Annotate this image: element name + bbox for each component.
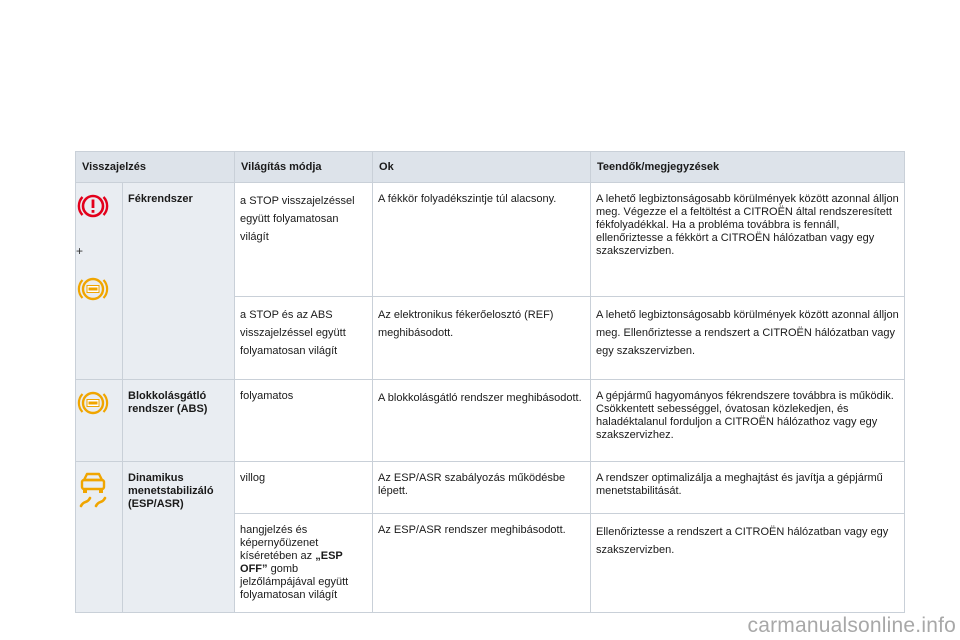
esp-off-button-label: „ESP OFF” xyxy=(240,550,343,575)
esp-b-mode xyxy=(235,514,373,613)
esp-b-mode-prefix: hangjelzés és képernyőüzenet kíséretében az xyxy=(240,524,319,562)
table-header-row xyxy=(76,152,905,183)
brake-a-action: A lehető legbiztonságosabb körülmények között azonnal álljon meg. Végezze el a feltöltést a CITROËN által rendszeresített fékfolyadékkal. Ha a probléma továbbra is fennáll, ellenőriztesse a fékkört a CITROËN hálózatban vagy egy szakszervizben. xyxy=(591,183,905,297)
warning-lights-table xyxy=(75,151,905,613)
brake-system-name: Fékrendszer xyxy=(123,183,235,380)
table-row-esp-a xyxy=(76,462,905,514)
esp-icon-cell xyxy=(76,462,123,613)
esp-a-mode: villog xyxy=(235,462,373,514)
abs-mode: folyamatos xyxy=(235,380,373,462)
brake-warning-icon xyxy=(76,191,110,225)
abs-icon xyxy=(76,274,110,308)
brake-a-cause: A fékkör folyadékszintje túl alacsony. xyxy=(373,183,591,297)
esp-skid-car-icon xyxy=(76,470,110,514)
header-signal: Visszajelzés xyxy=(76,152,235,183)
brake-b-mode: a STOP és az ABS visszajelzéssel együtt folyamatosan világít xyxy=(235,297,373,380)
header-action: Teendők/megjegyzések xyxy=(591,152,905,183)
esp-b-action: Ellenőriztesse a rendszert a CITROËN hálózatban vagy egy szakszervizben. xyxy=(591,514,905,613)
abs-name: Blokkolásgátló rendszer (ABS) xyxy=(123,380,235,462)
esp-b-cause: Az ESP/ASR rendszer meghibásodott. xyxy=(373,514,591,613)
abs-action: A gépjármű hagyományos fékrendszere továbbra is működik. Csökkentett sebességgel, óvatosan közlekedjen, és haladéktalanul forduljon a CITROËN hálózathoz vagy egy szakszervizhez. xyxy=(591,380,905,462)
esp-a-action: A rendszer optimalizálja a meghajtást és javítja a gépjármű menetstabilitását. xyxy=(591,462,905,514)
abs-cause: A blokkolásgátló rendszer meghibásodott. xyxy=(373,380,591,462)
esp-b-mode-suffix: gomb jelzőlámpájával együtt folyamatosan világít xyxy=(240,563,349,601)
header-lighting: Világítás módja xyxy=(235,152,373,183)
esp-name-text: Dinamikus menetstabilizáló (ESP/ASR) xyxy=(128,472,214,510)
brake-b-cause: Az elektronikus fékerőelosztó (REF) meghibásodott. xyxy=(373,297,591,380)
esp-a-cause: Az ESP/ASR szabályozás működésbe lépett. xyxy=(373,462,591,514)
brake-icons-cell xyxy=(76,183,123,380)
table-row-abs xyxy=(76,380,905,462)
esp-name xyxy=(123,462,235,613)
abs-icon-cell xyxy=(76,380,123,462)
brake-a-mode: a STOP visszajelzéssel együtt folyamatosan világít xyxy=(235,183,373,297)
plus-sign: + xyxy=(76,244,84,258)
watermark: carmanualsonline.info xyxy=(747,614,956,637)
table-row-brake-a xyxy=(76,183,905,297)
header-cause: Ok xyxy=(373,152,591,183)
abs-icon xyxy=(76,388,110,422)
brake-b-action: A lehető legbiztonságosabb körülmények között azonnal álljon meg. Ellenőriztesse a rendszert a CITROËN hálózatban vagy egy szakszervizben. xyxy=(591,297,905,380)
